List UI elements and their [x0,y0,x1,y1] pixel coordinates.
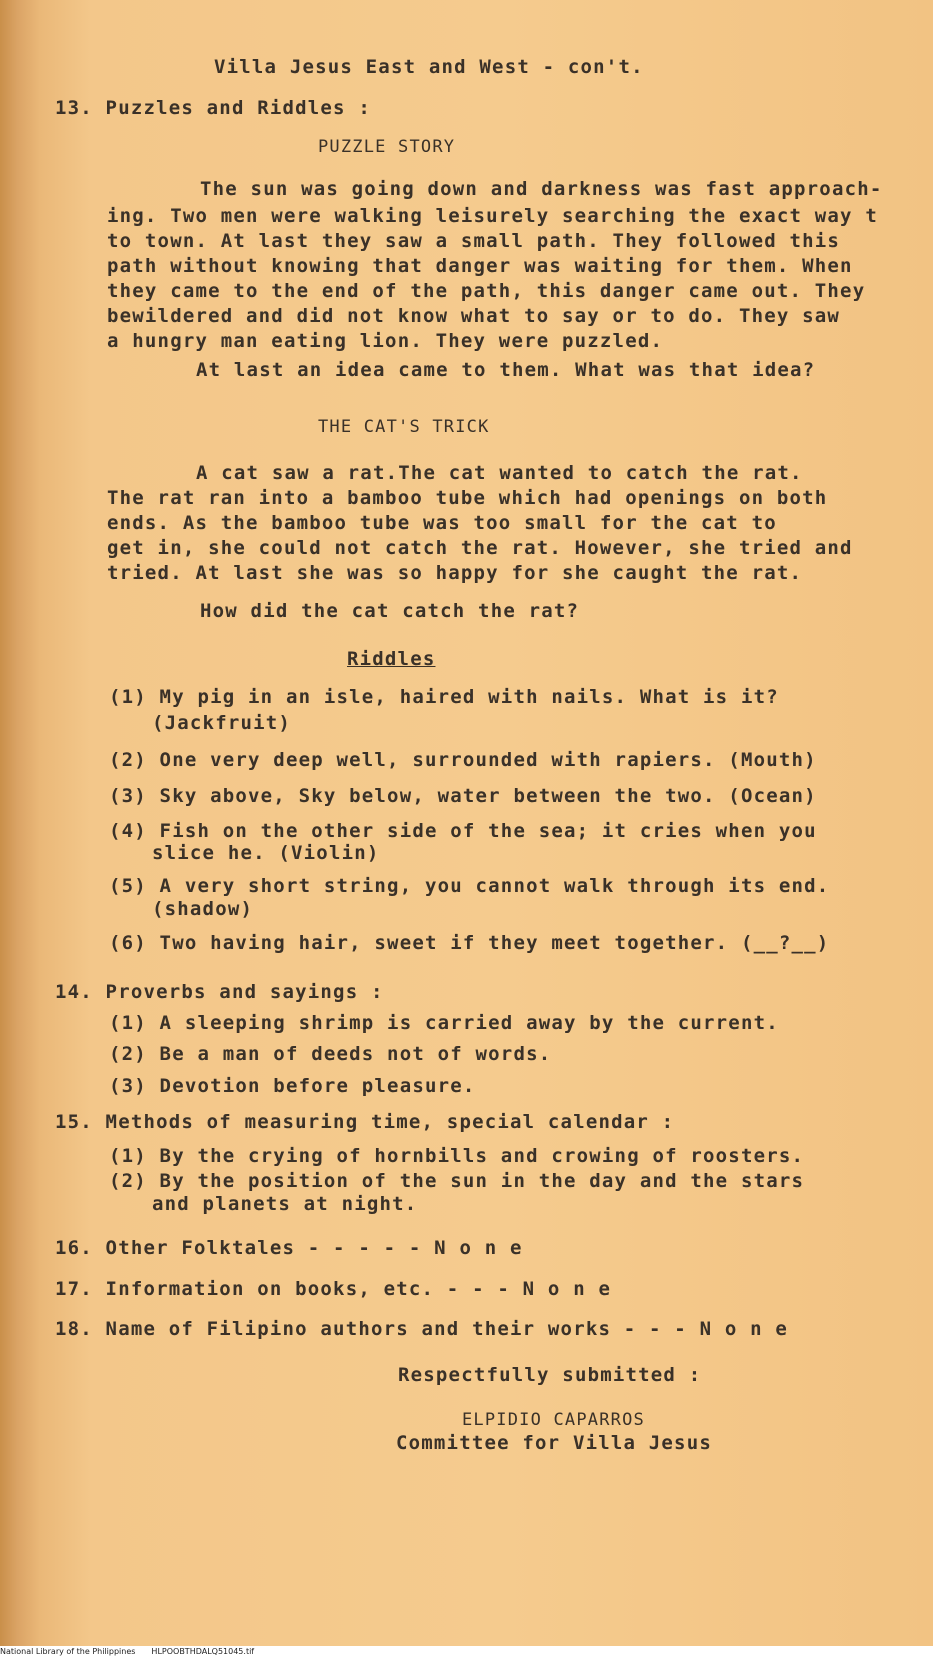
paragraph-question: How did the cat catch the rat? [200,600,580,622]
signer-title: Committee for Villa Jesus [396,1432,712,1454]
cats-trick-title: THE CAT'S TRICK [318,417,490,437]
list-item: (2) Be a man of deeds not of words. [109,1043,552,1065]
paragraph-line: ing. Two men were walking leisurely searching the exact way t [107,205,878,227]
footer-library: National Library of the Philippines [0,1647,136,1656]
paragraph-line: ends. As the bamboo tube was too small for the cat to [107,512,777,534]
riddle-line: (6) Two having hair, sweet if they meet together. (__?__) [109,932,830,954]
paragraph-line: tried. At last she was so happy for she caught the rat. [107,562,803,584]
section-17: 17. Information on books, etc. - - - N o n e [55,1278,612,1300]
paragraph-line: A cat saw a rat.The cat wanted to catch the rat. [196,462,803,484]
scan-footer [0,1646,933,1658]
riddles-title: Riddles [347,648,436,670]
list-item: (1) By the crying of hornbills and crowing of roosters. [109,1145,805,1167]
riddle-line: slice he. (Violin) [152,842,380,864]
closing: Respectfully submitted : [398,1364,702,1386]
riddle-line: (2) One very deep well, surrounded with rapiers. (Mouth) [109,749,817,771]
riddle-line: (Jackfruit) [152,712,292,734]
section-15-heading: 15. Methods of measuring time, special calendar : [55,1111,675,1133]
paragraph-line: to town. At last they saw a small path. They followed this [107,230,841,252]
puzzle-story-title: PUZZLE STORY [318,137,456,157]
list-item: (3) Devotion before pleasure. [109,1075,476,1097]
riddle-line: (4) Fish on the other side of the sea; it cries when you [109,820,817,842]
signer-name: ELPIDIO CAPARROS [462,1410,645,1430]
paragraph-question: At last an idea came to them. What was that idea? [196,359,816,381]
paragraph-line: they came to the end of the path, this danger came out. They [107,280,866,302]
list-item: (1) A sleeping shrimp is carried away by the current. [109,1012,779,1034]
footer-filename: HLPOOBTHDALQ51045.tif [151,1647,255,1656]
section-16: 16. Other Folktales - - - - - N o n e [55,1237,523,1259]
list-item: and planets at night. [152,1193,418,1215]
paragraph-line: The rat ran into a bamboo tube which had openings on both [107,487,828,509]
riddle-line: (shadow) [152,898,254,920]
paragraph-line: path without knowing that danger was waiting for them. When [107,255,853,277]
riddle-line: (5) A very short string, you cannot walk through its end. [109,875,830,897]
paragraph-line: a hungry man eating lion. They were puzzled. [107,330,664,352]
riddle-line: (3) Sky above, Sky below, water between the two. (Ocean) [109,785,817,807]
section-18: 18. Name of Filipino authors and their works - - - N o n e [55,1318,789,1340]
paragraph-line: get in, she could not catch the rat. However, she tried and [107,537,853,559]
page-header: Villa Jesus East and West - con't. [214,56,644,78]
section-14-heading: 14. Proverbs and sayings : [55,981,384,1003]
section-13-heading: 13. Puzzles and Riddles : [55,97,371,119]
list-item: (2) By the position of the sun in the day and the stars [109,1170,805,1192]
riddle-line: (1) My pig in an isle, haired with nails. What is it? [109,686,779,708]
paragraph-line: bewildered and did not know what to say or to do. They saw [107,305,841,327]
paragraph-line: The sun was going down and darkness was fast approach- [200,178,883,200]
